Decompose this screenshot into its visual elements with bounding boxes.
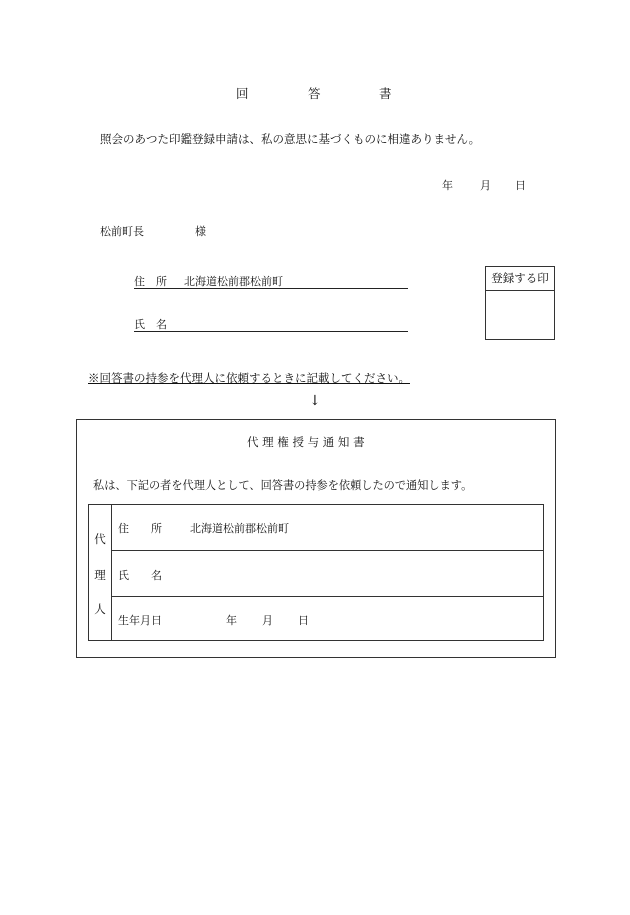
proxy-title: 代 理 権 授 与 通 知 書: [247, 435, 365, 449]
date-month-label: 月: [480, 179, 491, 192]
confirmation-statement: 照会のあつた印鑑登録申請は、私の意思に基づくものに相違ありません。: [100, 132, 481, 146]
registered-seal-box: [485, 266, 555, 340]
proxy-address-label: 住 所: [118, 522, 162, 535]
seal-box-label: 登録する印: [486, 267, 554, 291]
proxy-birth-day: 日: [298, 614, 309, 627]
applicant-address-value: 北海道松前郡松前町: [184, 275, 283, 288]
proxy-birth-label: 生年月日: [118, 614, 162, 627]
proxy-address-value: 北海道松前郡松前町: [190, 522, 289, 535]
applicant-name-row: [134, 316, 408, 332]
proxy-birth-month: 月: [262, 614, 273, 627]
title-char-2: 答: [308, 86, 321, 101]
proxy-birth-year: 年: [226, 614, 237, 627]
addressee-honorific: 様: [195, 225, 206, 238]
applicant-address-row: [134, 273, 408, 289]
proxy-note: ※回答書の持参を代理人に依頼するときに記載してください。: [88, 371, 410, 385]
title-char-1: 回: [236, 86, 249, 101]
date-day-label: 日: [515, 179, 526, 192]
proxy-side-char-3: 人: [94, 602, 106, 616]
proxy-side-label: [89, 505, 112, 640]
table-divider: [112, 596, 543, 597]
proxy-statement: 私は、下記の者を代理人として、回答書の持参を依頼したので通知します。: [93, 479, 473, 492]
date-year-label: 年: [442, 179, 453, 192]
down-arrow-icon: ↓: [309, 393, 321, 409]
title-char-3: 書: [379, 86, 392, 101]
applicant-name-label: 氏 名: [134, 318, 167, 331]
applicant-address-label: 住 所: [134, 275, 167, 288]
proxy-side-char-1: 代: [94, 532, 106, 546]
proxy-details-table: [88, 504, 544, 641]
proxy-side-char-2: 理: [94, 568, 106, 582]
proxy-name-label: 氏 名: [118, 569, 162, 582]
table-divider: [112, 550, 543, 551]
addressee-name: 松前町長: [100, 225, 144, 238]
